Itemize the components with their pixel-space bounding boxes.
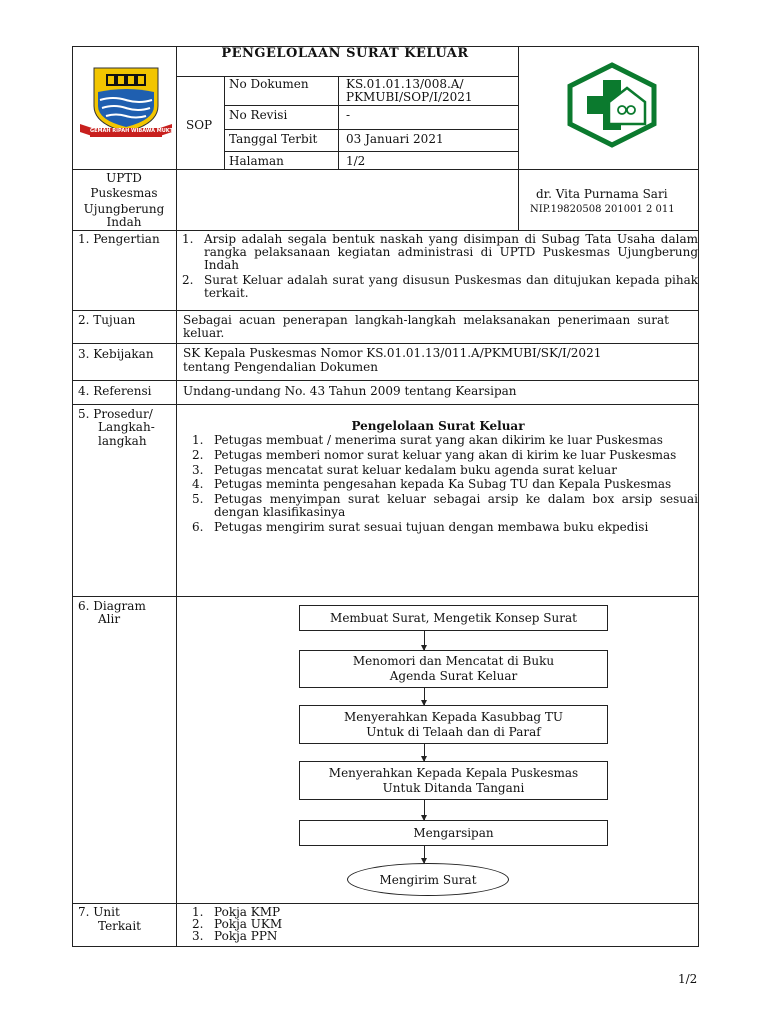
prosedur-label-1: 5. Prosedur/ [78,407,153,421]
divider-col-logo [176,46,177,230]
flow-arrow [424,744,425,761]
halaman-label: Halaman [229,154,284,168]
pengertian-list [182,233,698,300]
kebijakan-label: 3. Kebijakan [78,347,154,361]
document-title: PENGELOLAAN SURAT KELUAR [221,46,469,61]
flow-arrow [424,800,425,820]
flow-arrow [424,688,425,705]
prosedur-step: 3. Petugas mencatat surat keluar kedalam buku agenda surat keluar [192,463,617,477]
prosedur-step: 5. Petugas menyimpan surat keluar sebagai arsip ke dalam box arsip sesuai dengan klasifikasinya [192,492,698,519]
prosedur-step: 1. Petugas membuat / menerima surat yang akan dikirim ke luar Puskesmas [192,433,663,447]
unit-item: 1. Pokja KMP [192,905,281,919]
org-line-1: UPTD [106,171,142,185]
prosedur-step: 6. Petugas mengirim surat sesuai tujuan dengan membawa buku ekpedisi [192,520,649,534]
org-line-3: Ujungberung [83,202,165,216]
prosedur-step: 2. Petugas memberi nomor surat keluar yang akan di kirim ke luar Puskesmas [192,448,677,462]
flow-step-4: Menyerahkan Kepada Kepala Puskesmas Untuk Ditanda Tangani [299,761,608,800]
tujuan-label: 2. Tujuan [78,313,136,327]
divider-meta-3 [224,151,518,152]
kebijakan-line-1: SK Kepala Puskesmas Nomor KS.01.01.13/011.A/PKMUBI/SK/I/2021 [183,346,602,360]
divider-kebijakan-bottom [72,380,699,381]
unit-label-1: 7. Unit [78,905,120,919]
pengertian-item: 2. Surat Keluar adalah surat yang disusun Puskesmas dan ditujukan kepada pihak terkait. [182,273,698,300]
divider-tujuan-bottom [72,343,699,344]
sop-label: SOP [186,118,213,132]
divider-col-right [518,46,519,230]
divider-header-bottom [72,169,699,170]
unit-item: 2. Pokja UKM [192,917,283,931]
tanggal-terbit-label: Tanggal Terbit [229,132,318,146]
pengertian-label: 1. Pengertian [78,232,160,246]
divider-col-labels [176,230,177,947]
kebijakan-line-2: tentang Pengendalian Dokumen [183,360,378,374]
flow-end: Mengirim Surat [347,863,509,896]
divider-referensi-bottom [72,404,699,405]
divider-diagram-bottom [72,903,699,904]
no-dokumen-value-line1: KS.01.01.13/008.A/ [346,77,464,91]
prosedur-label-2: Langkah- [98,420,155,434]
divider-meta-col [338,76,339,169]
org-line-2: Puskesmas [90,186,158,200]
flow-step-3: Menyerahkan Kepada Kasubbag TU Untuk di Telaah dan di Paraf [299,705,608,744]
puskesmas-logo [565,62,659,148]
flow-arrow [424,846,425,863]
referensi-text: Undang-undang No. 43 Tahun 2009 tentang Kearsipan [183,384,517,398]
no-dokumen-value-line2: PKMUBI/SOP/I/2021 [346,90,473,104]
referensi-label: 4. Referensi [78,384,152,398]
signer-nip: NIP.19820508 201001 2 011 [530,204,675,215]
prosedur-title: Pengelolaan Surat Keluar [351,419,525,433]
diagram-label-1: 6. Diagram [78,599,146,613]
divider-org-bottom [72,230,699,231]
divider-meta-2 [224,129,518,130]
pengertian-item: 1. Arsip adalah segala bentuk naskah yang disimpan di Subag Tata Usaha dalam rangka pelaksanaan kegiatan administrasi di UPTD Puskesmas Ujungberung Indah [182,232,698,272]
prosedur-list [192,434,698,534]
page-number: 1/2 [678,972,698,986]
divider-sop-col [224,76,225,169]
divider-meta-1 [224,105,518,106]
prosedur-label-3: langkah [98,434,147,448]
logo-motto: GEMAH RIPAH WIBAWA MUKTI [90,128,175,134]
no-revisi-value: - [346,108,351,122]
org-line-4: Indah [106,215,142,229]
unit-item: 3. Pokja PPN [192,929,278,943]
prosedur-step: 4. Petugas meminta pengesahan kepada Ka Subag TU dan Kepala Puskesmas [192,477,672,491]
flow-step-5: Mengarsipan [299,820,608,846]
flow-arrow [424,631,425,650]
flow-step-2: Menomori dan Mencatat di Buku Agenda Surat Keluar [299,650,608,688]
flow-step-1: Membuat Surat, Mengetik Konsep Surat [299,605,608,631]
unit-list [192,906,492,942]
no-dokumen-label: No Dokumen [229,77,309,91]
unit-label-2: Terkait [98,919,141,933]
tanggal-terbit-value: 03 Januari 2021 [346,132,444,146]
halaman-value: 1/2 [346,154,366,168]
diagram-label-2: Alir [98,612,121,626]
divider-prosedur-bottom [72,596,699,597]
no-revisi-label: No Revisi [229,108,288,122]
signer-name: dr. Vita Purnama Sari [536,187,668,201]
tujuan-text: Sebagai acuan penerapan langkah-langkah melaksanakan penerimaan surat keluar. [183,313,669,340]
divider-pengertian-bottom [72,310,699,311]
